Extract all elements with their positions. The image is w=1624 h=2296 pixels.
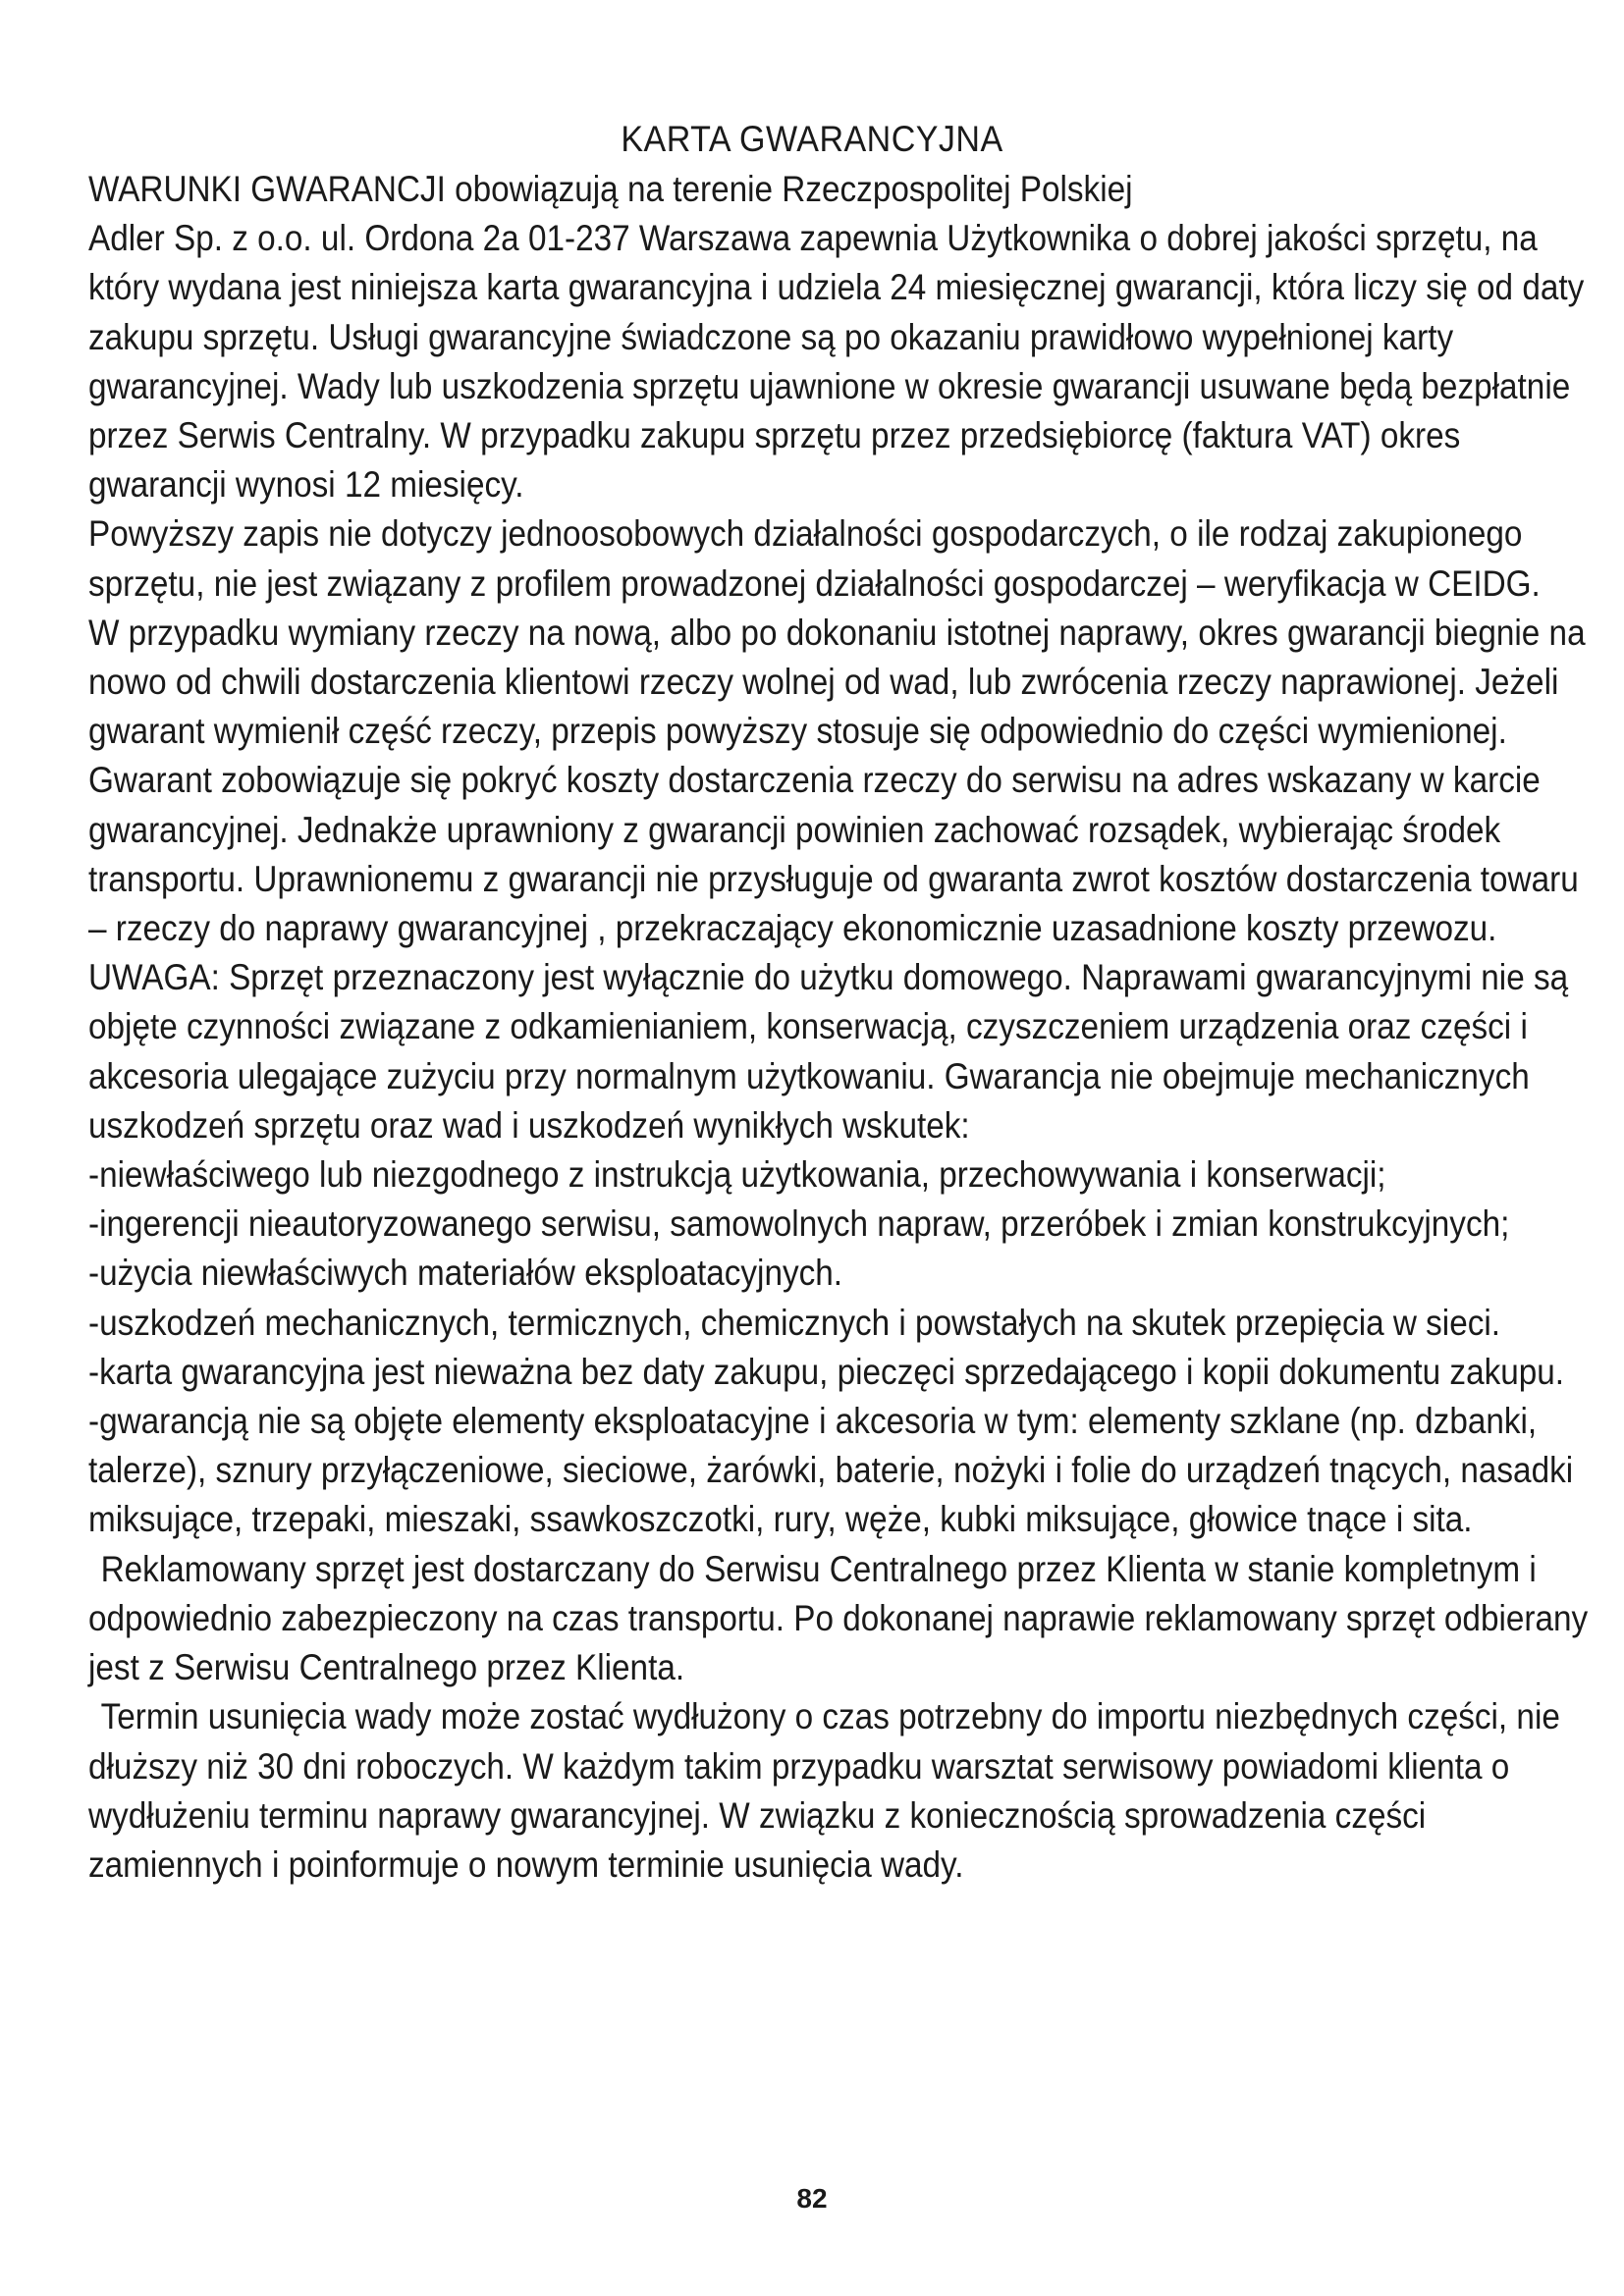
list-item-unauthorized-service: -ingerencji nieautoryzowanego serwisu, samowolnych napraw, przeróbek i zmian konstrukcyjnych; — [88, 1203, 1510, 1245]
page-number: 82 — [796, 2183, 828, 2214]
page-title: KARTA GWARANCYJNA — [621, 119, 1003, 159]
paragraph-repair-time: Termin usunięcia wady może zostać wydłużony o czas potrzebny do importu niezbędnych części, nie dłuższy niż 30 dni roboczych. W każdym takim przypadku warsztat serwisowy powiadomi klienta o wydłużeniu terminu naprawy gwarancyjnej. W związku z koniecznością sprowadzenia części zamiennych i poinformuje o nowym terminie usunięcia wady. — [88, 1696, 1560, 1885]
paragraph-delivery: Reklamowany sprzęt jest dostarczany do Serwisu Centralnego przez Klienta w stanie kompletnym i odpowiednio zabezpieczony na czas transportu. Po dokonanej naprawie reklamowany sprzęt odbierany jest z Serwisu Centralnego przez Klienta. — [88, 1548, 1589, 1688]
list-item-materials: -użycia niewłaściwych materiałów eksploatacyjnych. — [88, 1253, 843, 1294]
paragraph-note: UWAGA: Sprzęt przeznaczony jest wyłącznie do użytku domowego. Naprawami gwarancyjnymi nie są objęte czynności związane z odkamienianiem, konserwacją, czyszczeniem urządzenia oraz części i akcesoria ulegające zużyciu przy normalnym użytkowaniu. Gwarancja nie obejmuje mechanicznych uszkodzeń sprzętu oraz wad i uszkodzeń wynikłych wskutek: — [88, 957, 1569, 1146]
document-body — [88, 165, 1591, 1890]
paragraph-replacement: W przypadku wymiany rzeczy na nową, albo po dokonaniu istotnej naprawy, okres gwarancji biegnie na nowo od chwili dostarczenia klientowi rzeczy wolnej od wad, lub zwrócenia rzeczy naprawionej. Jeżeli gwarant wymienił część rzeczy, przepis powyższy stosuje się odpowiednio do części wymienionej. Gwarant zobowiązuje się pokryć koszty dostarczenia rzeczy do serwisu na adres wskazany w karcie gwarancyjnej. Jednakże uprawniony z gwarancji powinien zachować rozsądek, wybierając środek transportu. Uprawnionemu z gwarancji nie przysługuje od gwaranta zwrot kosztów dostarczenia towaru – rzeczy do naprawy gwarancyjnej , przekraczający ekonomicznie uzasadnione koszty przewozu. — [88, 612, 1586, 949]
list-item-excluded-parts: -gwarancją nie są objęte elementy eksploatacyjne i akcesoria w tym: elementy szklane (np. dzbanki, talerze), sznury przyłączeniowe, sieciowe, żarówki, baterie, nożyki i folie do urządzeń tnących, nasadki miksujące, trzepaki, mieszaki, ssawkoszczotki, rury, węże, kubki miksujące, głowice tnące i sita. — [88, 1401, 1574, 1540]
paragraph-sole-proprietorship: Powyższy zapis nie dotyczy jednoosobowych działalności gospodarczych, o ile rodzaj zakupionego sprzętu, nie jest związany z profilem prowadzonej działalności gospodarczej – weryfikacja w CEIDG. — [88, 513, 1541, 604]
list-item-damage: -uszkodzeń mechanicznych, termicznych, chemicznych i powstałych na skutek przepięcia w sieci. — [88, 1302, 1501, 1343]
list-item-card-invalid: -karta gwarancyjna jest nieważna bez daty zakupu, pieczęci sprzedającego i kopii dokumentu zakupu. — [88, 1351, 1565, 1392]
list-item-improper-use: -niewłaściwego lub niezgodnego z instrukcją użytkowania, przechowywania i konserwacji; — [88, 1154, 1386, 1196]
paragraph-warranty-terms: Adler Sp. z o.o. ul. Ordona 2a 01-237 Warszawa zapewnia Użytkownika o dobrej jakości sprzętu, na który wydana jest niniejsza karta gwarancyjna i udziela 24 miesięcznej gwarancji, która liczy się od daty zakupu sprzętu. Usługi gwarancyjne świadczone są po okazaniu prawidłowo wypełnionej karty gwarancyjnej. Wady lub uszkodzenia sprzętu ujawnione w okresie gwarancji usuwane będą bezpłatnie przez Serwis Centralny. W przypadku zakupu sprzętu przez przedsiębiorcę (faktura VAT) okres gwarancji wynosi 12 miesięcy. — [88, 218, 1585, 506]
paragraph-intro: WARUNKI GWARANCJI obowiązują na terenie Rzeczpospolitej Polskiej — [88, 169, 1133, 209]
